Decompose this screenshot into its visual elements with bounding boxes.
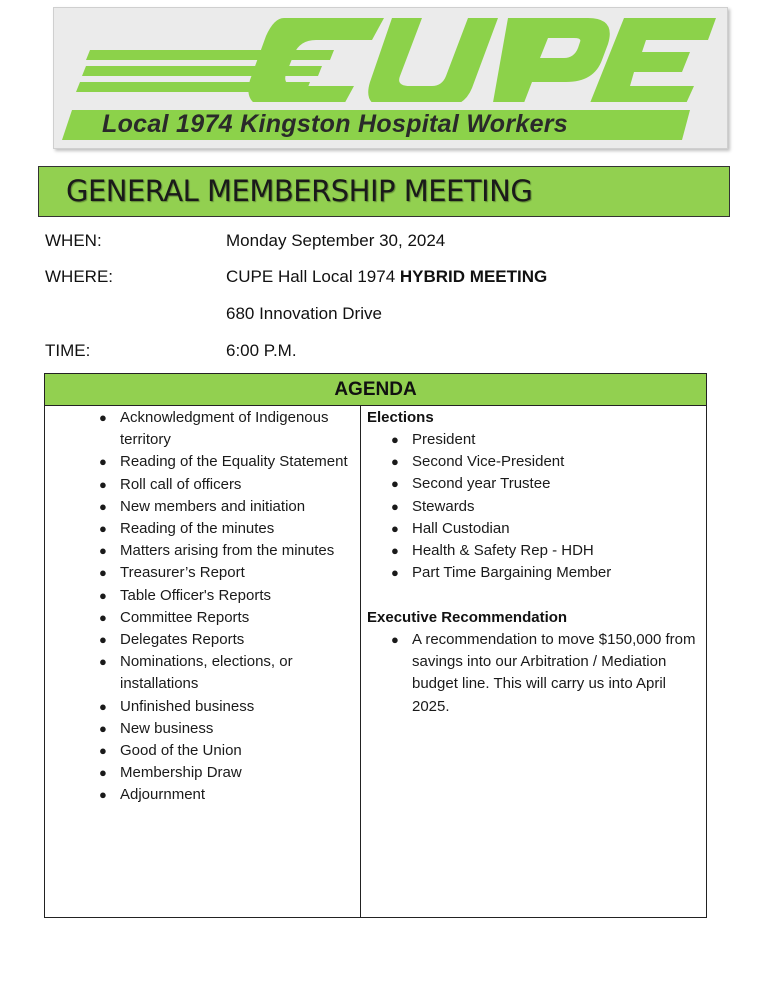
where-label: WHERE: [45,267,113,286]
when-value: Monday September 30, 2024 [226,231,446,250]
bullet-icon: ● [391,543,399,559]
bullet-icon: ● [99,410,107,425]
list-item [99,496,352,518]
list-item [99,585,352,607]
list-item [99,607,352,629]
list-item-text: Acknowledgment of Indigenous territory [120,409,329,449]
list-item [391,629,704,718]
list-item [391,540,704,562]
list-item-text: Second year Trustee [412,475,551,493]
list-item-text: Reading of the Equality Statement [120,453,348,471]
column-divider [360,406,361,917]
bullet-icon: ● [99,698,107,714]
bullet-icon: ● [391,432,399,447]
bullet-icon: ● [391,476,399,492]
list-item [99,474,352,496]
executive-recommendation-heading: Executive Recommendation [367,609,568,626]
bullet-icon: ● [99,565,107,581]
bullet-icon: ● [99,720,107,736]
bullet-icon: ● [99,476,107,492]
bullet-icon: ● [99,609,107,625]
meeting-title-bar [38,166,730,217]
list-item-text: Nominations, elections, or installations [120,653,293,693]
list-item [99,784,352,806]
list-item-text: President [412,431,476,448]
bullet-icon: ● [99,498,107,514]
time-label: TIME: [45,341,91,360]
list-item-text: A recommendation to move $150,000 from savings into our Arbitration / Mediation budget line. This will carry us into April 2025. [412,631,696,715]
elections-list [391,429,704,584]
list-item-text: Health & Safety Rep - HDH [412,542,594,560]
list-item-text: Table Officer's Reports [120,586,271,604]
list-item [391,473,704,495]
list-item [99,562,352,584]
bullet-icon: ● [391,565,399,581]
list-item [99,451,352,473]
list-item-text: Stewards [412,497,475,515]
cupe-logo [53,7,728,149]
bullet-icon: ● [99,454,107,470]
list-item-text: Membership Draw [120,764,242,782]
executive-recommendation-list [391,629,704,718]
bullet-icon: ● [99,787,107,803]
list-item [391,518,704,540]
list-item-text: Committee Reports [120,608,250,626]
bullet-icon: ● [99,765,107,781]
list-item-text: New business [120,719,214,737]
bullet-icon: ● [391,498,399,514]
agenda-heading: AGENDA [45,374,706,406]
bullet-icon: ● [391,454,399,470]
where-value [226,267,547,287]
list-item [99,696,352,718]
bullet-icon: ● [99,743,107,759]
list-item-text: Treasurer’s Report [120,564,245,582]
list-item-text: Delegates Reports [120,631,245,649]
list-item-text: Matters arising from the minutes [120,542,335,560]
bullet-icon: ● [99,543,107,559]
hybrid-meeting-label: HYBRID MEETING [399,267,548,286]
list-item [99,651,352,695]
bullet-icon: ● [99,587,107,603]
list-item-text: Unfinished business [120,697,255,715]
list-item-text: Part Time Bargaining Member [412,564,612,582]
agenda-table [44,373,707,918]
where-venue: CUPE Hall Local 1974 [226,267,396,286]
bullet-icon: ● [99,654,107,670]
list-item-text: Adjournment [120,786,206,804]
elections-heading: Elections [367,409,434,426]
list-item [391,562,704,584]
bullet-icon: ● [391,520,399,536]
list-item-text: Reading of the minutes [120,520,275,538]
list-item [99,762,352,784]
page-title: GENERAL MEMBERSHIP MEETING [66,174,533,208]
list-item-text: Hall Custodian [412,519,510,537]
list-item [99,718,352,740]
bullet-icon: ● [99,632,107,648]
bullet-icon: ● [391,632,399,647]
agenda-items-list [99,407,352,807]
list-item-text: Roll call of officers [120,475,242,493]
list-item [391,451,704,473]
address-value: 680 Innovation Drive [226,304,382,323]
list-item [99,629,352,651]
time-value: 6:00 P.M. [226,341,297,360]
list-item-text: Second Vice-President [412,453,565,471]
bullet-icon: ● [99,521,107,537]
list-item [391,429,704,451]
list-item [391,496,704,518]
logo-subtitle: Local 1974 Kingston Hospital Workers [102,110,569,138]
list-item-text: Good of the Union [120,742,242,760]
list-item [99,518,352,540]
list-item-text: New members and initiation [120,497,306,515]
list-item [99,740,352,762]
list-item [99,407,352,451]
list-item [99,540,352,562]
when-label: WHEN: [45,231,102,250]
